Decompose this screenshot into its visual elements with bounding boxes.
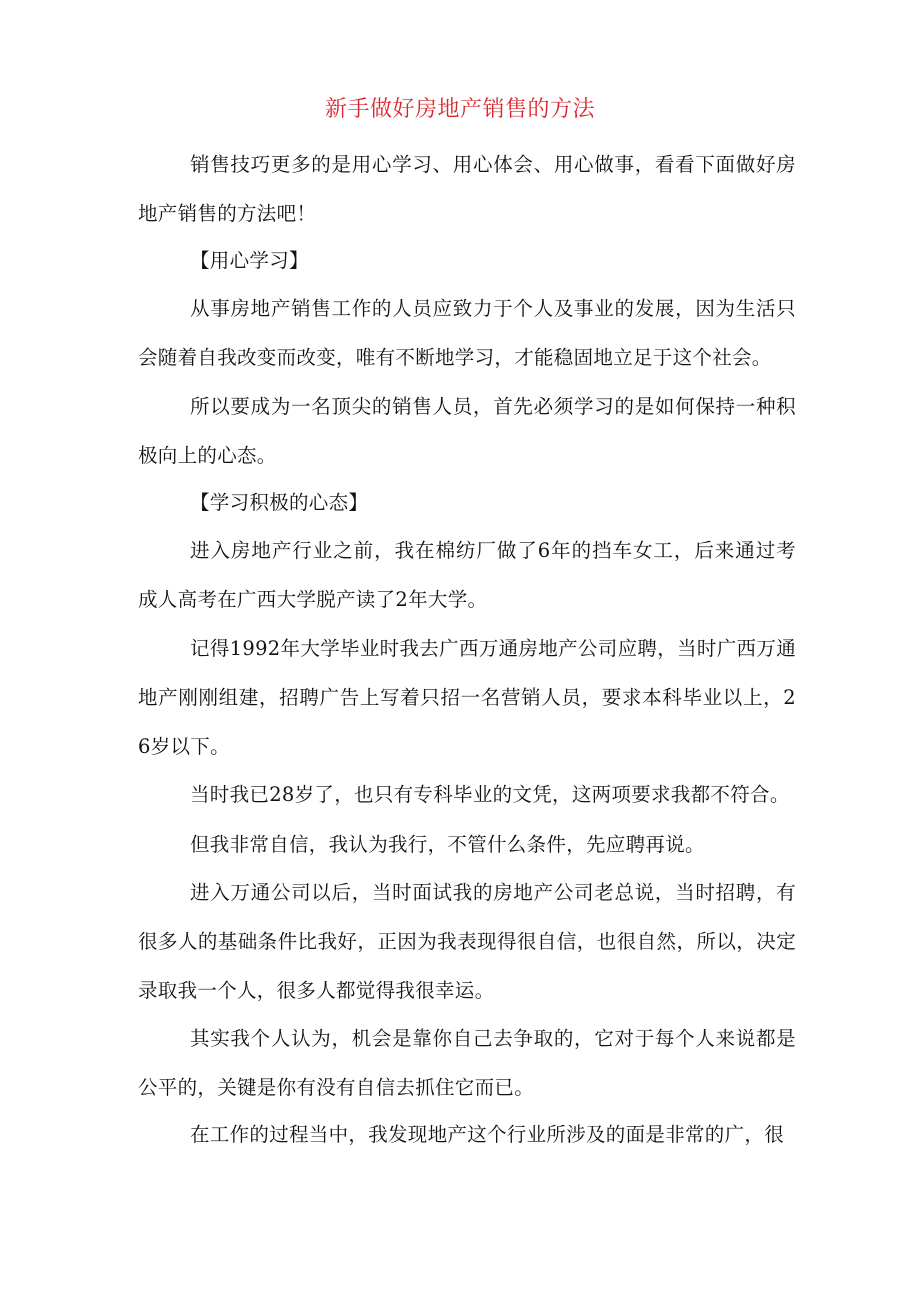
paragraph: 其实我个人认为，机会是靠你自己去争取的，它对于每个人来说都是公平的，关键是你有没有自信去抓住它而已。 — [138, 1027, 796, 1099]
paragraph: 从事房地产销售工作的人员应致力于个人及事业的发展，因为生活只会随着自我改变而改变，唯有不断地学习，才能稳固地立足于这个社会。 — [138, 297, 796, 369]
paragraph: 进入万通公司以后，当时面试我的房地产公司老总说，当时招聘，有很多人的基础条件比我好，正因为我表现得很自信，也很自然，所以，决定录取我一个人，很多人都觉得我很幸运。 — [138, 881, 796, 1002]
section-heading-study: 【用心学习】 — [190, 249, 309, 272]
section-heading-attitude: 【学习积极的心态】 — [190, 491, 369, 514]
document-title: 新手做好房地产销售的方法 — [324, 97, 595, 122]
paragraph: 在工作的过程当中，我发现地产这个行业所涉及的面是非常的广，很 — [190, 1123, 785, 1146]
paragraph: 当时我已28岁了，也只有专科毕业的文凭，这两项要求我都不符合。 — [190, 783, 790, 806]
paragraph: 进入房地产行业之前，我在棉纺厂做了6年的挡车女工，后来通过考成人高考在广西大学脱产读了2年大学。 — [138, 539, 796, 611]
paragraph: 但我非常自信，我认为我行，不管什么条件，先应聘再说。 — [190, 833, 705, 856]
paragraph: 所以要成为一名顶尖的销售人员，首先必须学习的是如何保持一种积极向上的心态。 — [138, 395, 796, 467]
intro-paragraph: 销售技巧更多的是用心学习、用心体会、用心做事，看看下面做好房地产销售的方法吧！ — [138, 153, 796, 225]
paragraph: 记得1992年大学毕业时我去广西万通房地产公司应聘，当时广西万通地产刚刚组建，招聘广告上写着只招一名营销人员，要求本科毕业以上，26岁以下。 — [138, 637, 796, 758]
